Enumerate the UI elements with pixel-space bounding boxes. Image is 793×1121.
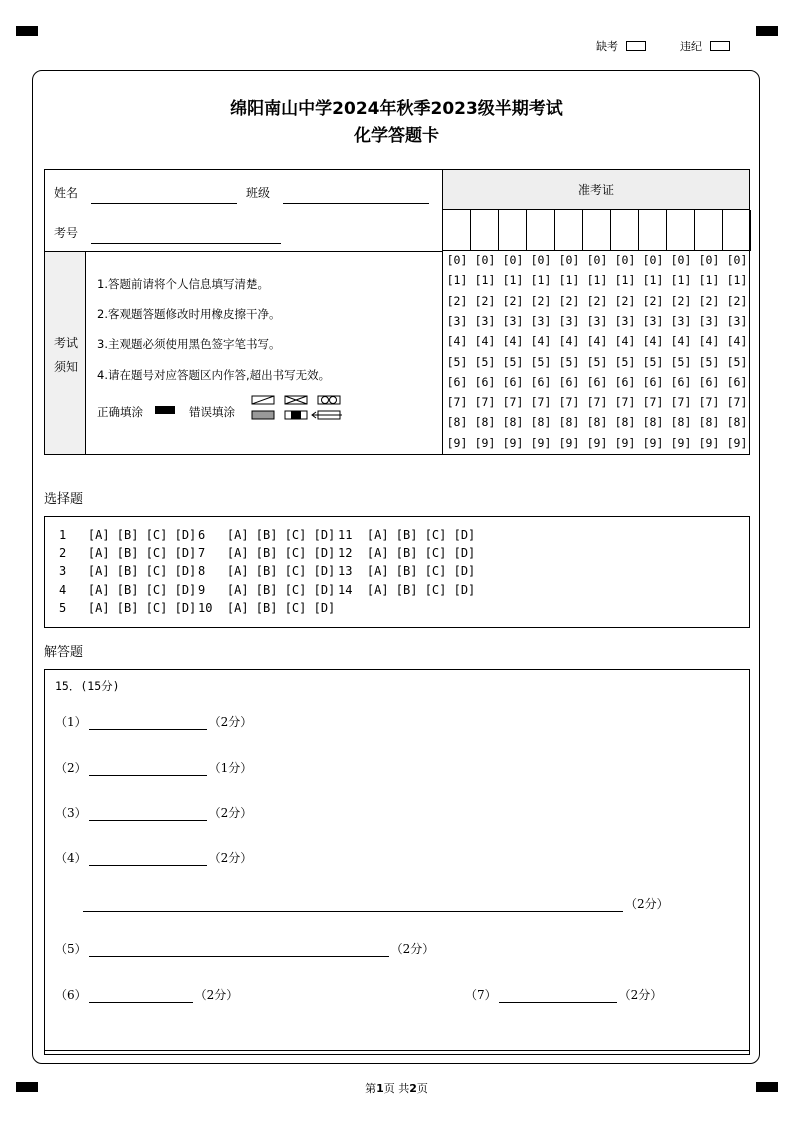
ticket-digit-bubble[interactable]: [7] — [726, 395, 748, 410]
ticket-digit-bubble[interactable]: [3] — [726, 313, 748, 328]
ticket-digit-bubble[interactable]: [2] — [502, 293, 524, 308]
ticket-digit-bubble[interactable]: [5] — [446, 354, 468, 369]
name-field[interactable] — [91, 203, 237, 204]
ticket-digit-bubble[interactable]: [9] — [530, 435, 552, 450]
ticket-digit-bubble[interactable]: [1] — [614, 273, 636, 288]
ticket-digit-bubble[interactable]: [0] — [698, 253, 720, 267]
ticket-digit-bubble[interactable]: [1] — [726, 273, 748, 288]
answer-blank[interactable] — [499, 991, 617, 1003]
admission-ticket-grid[interactable] — [443, 210, 749, 454]
ticket-digit-bubble[interactable]: [9] — [474, 435, 496, 450]
ticket-digit-bubble[interactable]: [6] — [670, 374, 692, 389]
ticket-digit-bubble[interactable]: [8] — [670, 415, 692, 430]
ticket-write-cell[interactable] — [639, 210, 667, 251]
choice-question[interactable]: 10 [A] [B] [C] [D] — [198, 600, 336, 615]
ticket-digit-bubble[interactable]: [8] — [698, 415, 720, 430]
choice-section-label: 选择题 — [44, 492, 84, 507]
choice-question[interactable]: 12 [A] [B] [C] [D] — [338, 546, 476, 561]
score-label: （2分） — [625, 897, 669, 911]
absent-flag[interactable] — [596, 38, 646, 54]
corner-mark-top-right — [756, 26, 778, 36]
ticket-digit-bubble[interactable]: [6] — [502, 374, 524, 389]
corner-mark-top-left — [16, 26, 38, 36]
total-page-number: 2 — [409, 1082, 417, 1095]
page-footer — [0, 1080, 793, 1096]
ticket-write-cell[interactable] — [611, 210, 639, 251]
ticket-digit-bubble[interactable]: [5] — [530, 354, 552, 369]
score-label: （2分） — [208, 715, 253, 729]
answer-blank[interactable] — [89, 718, 207, 730]
ticket-digit-bubble[interactable]: [6] — [698, 374, 720, 389]
page-subtitle: 化学答题卡 — [354, 126, 439, 146]
name-label: 姓名 — [54, 186, 79, 200]
wrong-fill-label: 错误填涂 — [189, 405, 235, 419]
ticket-digit-bubble[interactable]: [2] — [586, 293, 608, 308]
ticket-column[interactable] — [639, 210, 667, 454]
ticket-digit-bubble[interactable]: [1] — [586, 273, 608, 288]
choice-question[interactable]: 9 [A] [B] [C] [D] — [198, 582, 336, 597]
ticket-digit-bubble[interactable]: [2] — [558, 293, 580, 308]
ticket-digit-bubble[interactable]: [2] — [474, 293, 496, 308]
ticket-digit-bubble[interactable]: [8] — [614, 415, 636, 430]
ticket-digit-bubble[interactable]: [9] — [558, 435, 580, 450]
ticket-write-cell[interactable] — [695, 210, 723, 251]
ticket-digit-bubble[interactable]: [9] — [642, 435, 664, 450]
correct-fill-label: 正确填涂 — [97, 405, 143, 419]
ticket-digit-bubble[interactable]: [7] — [502, 395, 524, 410]
ticket-digit-bubble[interactable]: [4] — [558, 334, 580, 349]
ticket-digit-bubble[interactable]: [7] — [474, 395, 496, 410]
ticket-digit-bubble[interactable]: [6] — [726, 374, 748, 389]
ticket-write-cell[interactable] — [527, 210, 555, 251]
answer-blank[interactable] — [89, 764, 207, 776]
wrong-fill-circle-icon — [318, 396, 340, 404]
ticket-digit-bubble[interactable]: [9] — [698, 435, 720, 450]
ticket-digit-bubble[interactable]: [9] — [502, 435, 524, 450]
ticket-column[interactable] — [443, 210, 471, 454]
footer-text: 页 共 — [383, 1082, 410, 1095]
ticket-digit-bubble[interactable]: [3] — [586, 313, 608, 328]
ticket-digit-bubble[interactable]: [5] — [502, 354, 524, 369]
ticket-digit-bubble[interactable]: [2] — [530, 293, 552, 308]
part-label: （2） — [55, 761, 87, 775]
ticket-digit-bubble[interactable]: [0] — [614, 253, 636, 267]
ticket-digit-bubble[interactable]: [5] — [474, 354, 496, 369]
wrong-fill-arrow-icon — [312, 411, 342, 419]
footer-text: 第 — [365, 1082, 377, 1095]
choice-question[interactable]: 7 [A] [B] [C] [D] — [198, 546, 336, 561]
ticket-digit-bubble[interactable]: [0] — [670, 253, 692, 267]
wrong-fill-samples — [251, 395, 343, 423]
ticket-digit-bubble[interactable]: [6] — [614, 374, 636, 389]
ticket-digit-bubble[interactable]: [9] — [614, 435, 636, 450]
question-15-heading: 15．(15分) — [55, 679, 120, 693]
score-label: （2分） — [194, 988, 239, 1002]
student-info-block — [44, 169, 750, 455]
ticket-digit-bubble[interactable]: [8] — [642, 415, 664, 430]
ticket-digit-bubble[interactable]: [5] — [586, 354, 608, 369]
notice-label-line1: 考试 — [54, 336, 79, 350]
correct-fill-sample — [155, 406, 175, 414]
ticket-digit-bubble[interactable]: [8] — [530, 415, 552, 430]
answer-blank[interactable] — [89, 809, 207, 821]
choice-question[interactable]: 11 [A] [B] [C] [D] — [338, 528, 476, 542]
ticket-digit-bubble[interactable]: [3] — [530, 313, 552, 328]
absent-label: 缺考 — [596, 40, 618, 53]
ticket-digit-bubble[interactable]: [5] — [558, 354, 580, 369]
score-label: （2分） — [208, 806, 253, 820]
ticket-digit-bubble[interactable]: [7] — [586, 395, 608, 410]
ticket-column[interactable] — [667, 210, 695, 454]
ticket-digit-bubble[interactable]: [4] — [726, 334, 748, 349]
score-label: （1分） — [208, 761, 253, 775]
ticket-column[interactable] — [527, 210, 555, 454]
ticket-column[interactable] — [723, 210, 751, 454]
ticket-write-cell[interactable] — [471, 210, 499, 251]
choice-section — [44, 516, 750, 628]
choice-question[interactable]: 13 [A] [B] [C] [D] — [338, 564, 476, 579]
wrong-fill-gray-icon — [252, 411, 274, 419]
ticket-digit-bubble[interactable]: [7] — [698, 395, 720, 410]
ticket-digit-bubble[interactable]: [0] — [530, 253, 552, 267]
answer-line-7[interactable] — [465, 986, 662, 1003]
ticket-digit-bubble[interactable]: [1] — [670, 273, 692, 288]
wrong-fill-cross-icon — [285, 396, 307, 404]
ticket-digit-bubble[interactable]: [1] — [558, 273, 580, 288]
choice-question[interactable]: 1 [A] [B] [C] [D] — [59, 528, 197, 542]
ticket-digit-bubble[interactable]: [1] — [446, 273, 468, 288]
ticket-digit-bubble[interactable]: [0] — [558, 253, 580, 267]
ticket-digit-bubble[interactable]: [5] — [670, 354, 692, 369]
score-label: （2分） — [208, 851, 253, 865]
ticket-digit-bubble[interactable]: [9] — [726, 435, 748, 450]
ticket-digit-bubble[interactable]: [9] — [586, 435, 608, 450]
ticket-column[interactable] — [471, 210, 499, 454]
answer-line-1[interactable] — [55, 713, 252, 730]
ticket-digit-bubble[interactable]: [5] — [642, 354, 664, 369]
ticket-digit-bubble[interactable]: [3] — [614, 313, 636, 328]
violation-label: 违纪 — [680, 40, 702, 53]
ticket-write-cell[interactable] — [443, 210, 471, 251]
answer-blank[interactable] — [89, 854, 207, 866]
choice-question[interactable]: 3 [A] [B] [C] [D] — [59, 564, 197, 579]
ticket-digit-bubble[interactable]: [3] — [642, 313, 664, 328]
wrong-fill-slash-icon — [252, 396, 274, 404]
ticket-column[interactable] — [611, 210, 639, 454]
ticket-digit-bubble[interactable]: [8] — [586, 415, 608, 430]
ticket-column[interactable] — [499, 210, 527, 454]
ticket-digit-bubble[interactable]: [0] — [474, 253, 496, 267]
answer-blank[interactable] — [83, 900, 623, 912]
answer-blank[interactable] — [89, 991, 193, 1003]
ticket-digit-bubble[interactable]: [5] — [726, 354, 748, 369]
ticket-digit-bubble[interactable]: [7] — [558, 395, 580, 410]
ticket-digit-bubble[interactable]: [6] — [558, 374, 580, 389]
ticket-digit-bubble[interactable]: [1] — [642, 273, 664, 288]
ticket-digit-bubble[interactable]: [4] — [670, 334, 692, 349]
ticket-digit-bubble[interactable]: [8] — [502, 415, 524, 430]
ticket-column[interactable] — [583, 210, 611, 454]
score-label: （2分） — [390, 942, 435, 956]
ticket-digit-bubble[interactable]: [8] — [446, 415, 468, 430]
ticket-write-cell[interactable] — [583, 210, 611, 251]
ticket-digit-bubble[interactable]: [0] — [446, 253, 468, 267]
ticket-digit-bubble[interactable]: [2] — [642, 293, 664, 308]
ticket-digit-bubble[interactable]: [4] — [446, 334, 468, 349]
part-label: （7） — [465, 988, 497, 1002]
ticket-digit-bubble[interactable]: [4] — [614, 334, 636, 349]
answer-line-5[interactable] — [55, 940, 434, 957]
ticket-write-cell[interactable] — [499, 210, 527, 251]
divider — [45, 251, 442, 252]
answer-line-6[interactable] — [55, 986, 238, 1003]
wrong-fill-dot-icon — [285, 411, 307, 419]
ticket-write-cell[interactable] — [723, 210, 751, 251]
ticket-digit-bubble[interactable]: [4] — [502, 334, 524, 349]
answer-line-2[interactable] — [55, 759, 252, 776]
ticket-digit-bubble[interactable]: [6] — [446, 374, 468, 389]
answer-line-4[interactable] — [55, 849, 252, 866]
ticket-write-cell[interactable] — [555, 210, 583, 251]
class-label: 班级 — [246, 186, 271, 200]
violation-checkbox[interactable] — [710, 41, 730, 51]
score-label: （2分） — [618, 988, 663, 1002]
ticket-digit-bubble[interactable]: [2] — [698, 293, 720, 308]
answer-section — [44, 669, 750, 1055]
answer-section-label: 解答题 — [44, 645, 84, 660]
ticket-digit-bubble[interactable]: [1] — [698, 273, 720, 288]
class-field[interactable] — [283, 203, 429, 204]
ticket-digit-bubble[interactable]: [1] — [530, 273, 552, 288]
ticket-digit-bubble[interactable]: [4] — [530, 334, 552, 349]
part-label: （4） — [55, 851, 87, 865]
notice-heading — [45, 252, 86, 454]
choice-question[interactable]: 2 [A] [B] [C] [D] — [59, 546, 197, 561]
rule-item: 3.主观题必须使用黑色签字笔书写。 — [97, 337, 281, 351]
ticket-digit-bubble[interactable]: [7] — [614, 395, 636, 410]
ticket-digit-bubble[interactable]: [6] — [474, 374, 496, 389]
ticket-digit-bubble[interactable]: [0] — [642, 253, 664, 267]
part-label: （1） — [55, 715, 87, 729]
divider — [45, 1050, 749, 1051]
notice-label-line2: 须知 — [54, 360, 79, 374]
part-label: （3） — [55, 806, 87, 820]
ticket-digit-bubble[interactable]: [1] — [474, 273, 496, 288]
ticket-digit-bubble[interactable]: [2] — [670, 293, 692, 308]
ticket-digit-bubble[interactable]: [7] — [642, 395, 664, 410]
ticket-digit-bubble[interactable]: [3] — [446, 313, 468, 328]
absent-checkbox[interactable] — [626, 41, 646, 51]
answer-line-3[interactable] — [55, 804, 252, 821]
part-label: （6） — [55, 988, 87, 1002]
rule-item: 4.请在题号对应答题区内作答,超出书写无效。 — [97, 368, 331, 382]
ticket-column[interactable] — [555, 210, 583, 454]
ticket-digit-bubble[interactable]: [7] — [530, 395, 552, 410]
ticket-digit-bubble[interactable]: [4] — [642, 334, 664, 349]
ticket-digit-bubble[interactable]: [3] — [502, 313, 524, 328]
choice-question[interactable]: 8 [A] [B] [C] [D] — [198, 564, 336, 579]
ticket-digit-bubble[interactable]: [0] — [726, 253, 748, 267]
choice-question[interactable]: 14 [A] [B] [C] [D] — [338, 582, 476, 597]
ticket-digit-bubble[interactable]: [8] — [558, 415, 580, 430]
ticket-digit-bubble[interactable]: [3] — [558, 313, 580, 328]
rule-item: 1.答题前请将个人信息填写清楚。 — [97, 277, 269, 291]
ticket-digit-bubble[interactable]: [8] — [726, 415, 748, 430]
current-page-number: 1 — [376, 1082, 384, 1095]
ticket-digit-bubble[interactable]: [3] — [670, 313, 692, 328]
ticket-digit-bubble[interactable]: [7] — [670, 395, 692, 410]
admission-ticket-header: 准考证 — [443, 170, 749, 210]
ticket-digit-bubble[interactable]: [9] — [446, 435, 468, 450]
ticket-digit-bubble[interactable]: [0] — [586, 253, 608, 267]
ticket-digit-bubble[interactable]: [2] — [726, 293, 748, 308]
ticket-digit-bubble[interactable]: [8] — [474, 415, 496, 430]
ticket-column[interactable] — [695, 210, 723, 454]
ticket-digit-bubble[interactable]: [2] — [614, 293, 636, 308]
exam-number-field[interactable] — [91, 243, 281, 244]
ticket-digit-bubble[interactable]: [4] — [586, 334, 608, 349]
ticket-digit-bubble[interactable]: [1] — [502, 273, 524, 288]
ticket-digit-bubble[interactable]: [5] — [614, 354, 636, 369]
exam-number-label: 考号 — [54, 226, 79, 240]
choice-question[interactable]: 4 [A] [B] [C] [D] — [59, 582, 197, 597]
ticket-digit-bubble[interactable]: [7] — [446, 395, 468, 410]
page-title: 绵阳南山中学2024年秋季2023级半期考试 — [230, 99, 563, 119]
ticket-digit-bubble[interactable]: [4] — [474, 334, 496, 349]
ticket-digit-bubble[interactable]: [3] — [474, 313, 496, 328]
ticket-digit-bubble[interactable]: [4] — [698, 334, 720, 349]
violation-flag[interactable] — [680, 38, 730, 54]
ticket-write-cell[interactable] — [667, 210, 695, 251]
ticket-digit-bubble[interactable]: [6] — [642, 374, 664, 389]
ticket-digit-bubble[interactable]: [3] — [698, 313, 720, 328]
answer-blank[interactable] — [89, 945, 389, 957]
ticket-digit-bubble[interactable]: [9] — [670, 435, 692, 450]
rule-item: 2.客观题答题修改时用橡皮擦干净。 — [97, 307, 281, 321]
ticket-digit-bubble[interactable]: [6] — [530, 374, 552, 389]
footer-text: 页 — [416, 1082, 428, 1095]
choice-question[interactable]: 5 [A] [B] [C] [D] — [59, 600, 197, 615]
ticket-digit-bubble[interactable]: [0] — [502, 253, 524, 267]
ticket-digit-bubble[interactable]: [5] — [698, 354, 720, 369]
ticket-digit-bubble[interactable]: [2] — [446, 293, 468, 308]
part-label: （5） — [55, 942, 87, 956]
choice-question[interactable]: 6 [A] [B] [C] [D] — [198, 528, 336, 542]
answer-line-4b[interactable] — [81, 895, 669, 912]
ticket-digit-bubble[interactable]: [6] — [586, 374, 608, 389]
